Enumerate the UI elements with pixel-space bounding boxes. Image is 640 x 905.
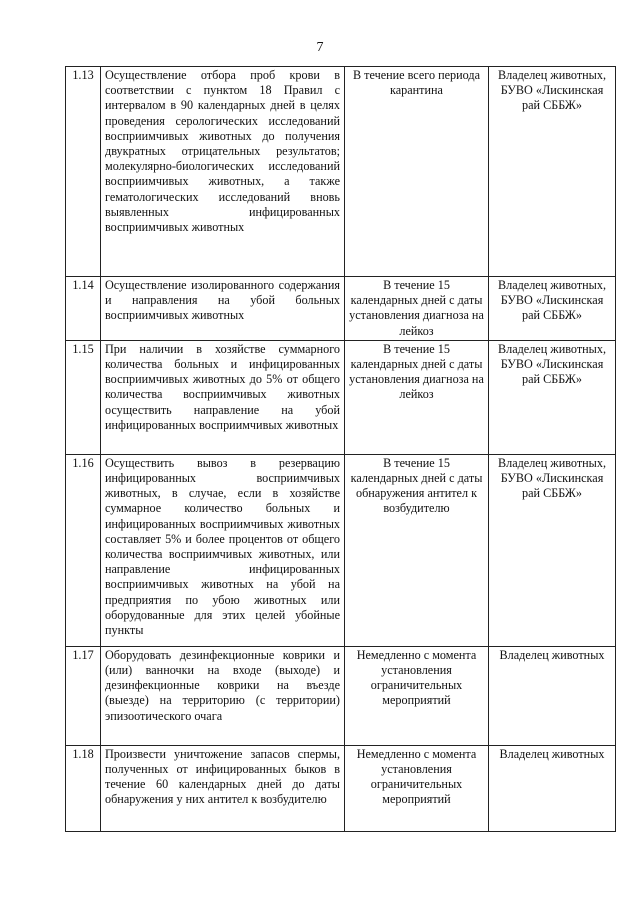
table-row [66, 454, 616, 646]
table-row [66, 67, 616, 277]
responsible-text: Владелец животных [489, 745, 616, 831]
measure-text: При наличии в хозяйстве суммарного количества больных и инфицированных восприимчивых животных до 5% от общего количества восприимчивых животных осуществить направление на убой инфицированных восприимчивых животных [101, 340, 345, 454]
table-row [66, 340, 616, 454]
table-row [66, 277, 616, 341]
table-row [66, 646, 616, 745]
responsible-text: Владелец животных, БУВО «Лискинская рай СББЖ» [489, 340, 616, 454]
item-number: 1.15 [66, 340, 101, 454]
deadline-text: Немедленно с момента установления ограничительных мероприятий [345, 745, 489, 831]
item-number: 1.14 [66, 277, 101, 341]
responsible-text: Владелец животных [489, 646, 616, 745]
table-row [66, 745, 616, 831]
item-number: 1.13 [66, 67, 101, 277]
deadline-text: В течение 15 календарных дней с даты обнаружения антител к возбудителю [345, 454, 489, 646]
item-number: 1.18 [66, 745, 101, 831]
deadline-text: В течение 15 календарных дней с даты установления диагноза на лейкоз [345, 277, 489, 341]
deadline-text: В течение всего периода карантина [345, 67, 489, 277]
measure-text: Оборудовать дезинфекционные коврики и (или) ванночки на входе (выходе) и дезинфекционные коврики на въезде (выезде) на территорию (с территории) эпизоотического очага [101, 646, 345, 745]
page-number: 7 [316, 40, 324, 55]
item-number: 1.16 [66, 454, 101, 646]
measures-table [65, 66, 616, 832]
responsible-text: Владелец животных, БУВО «Лискинская рай СББЖ» [489, 67, 616, 277]
measure-text: Осуществление изолированного содержания и направления на убой больных восприимчивых животных [101, 277, 345, 341]
deadline-text: В течение 15 календарных дней с даты установления диагноза на лейкоз [345, 340, 489, 454]
deadline-text: Немедленно с момента установления ограничительных мероприятий [345, 646, 489, 745]
responsible-text: Владелец животных, БУВО «Лискинская рай СББЖ» [489, 277, 616, 341]
measure-text: Осуществить вывоз в резервацию инфицированных восприимчивых животных, в случае, если в хозяйстве суммарное количество больных и инфицированных восприимчивых животных составляет 5% и более процентов от общего количества восприимчивых животных, или направление инфицированных восприимчивых животных на убой на предприятия по убою животных или оборудованные для этих целей убойные пункты [101, 454, 345, 646]
measure-text: Произвести уничтожение запасов спермы, полученных от инфицированных быков в течение 60 календарных дней до даты обнаружения у них антител к возбудителю [101, 745, 345, 831]
item-number: 1.17 [66, 646, 101, 745]
responsible-text: Владелец животных, БУВО «Лискинская рай СББЖ» [489, 454, 616, 646]
measure-text: Осуществление отбора проб крови в соответствии с пунктом 18 Правил с интервалом в 90 календарных дней в целях проведения серологических исследований восприимчивых животных до получения двукратных отрицательных результатов; молекулярно-биологических исследований восприимчивых животных, а также гематологических исследований вновь выявленных инфицированных восприимчивых животных [101, 67, 345, 277]
